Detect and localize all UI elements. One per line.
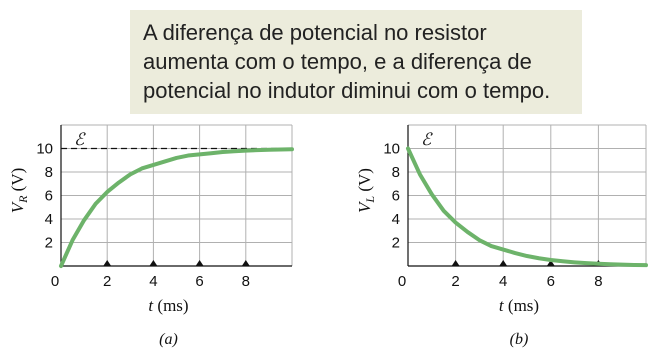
caption-line-2: aumenta com o tempo, e a diferença de	[143, 49, 532, 74]
panel-label: (a)	[159, 331, 178, 348]
axis-marker	[452, 260, 460, 266]
series-line	[61, 149, 292, 266]
y-tick-label: 8	[44, 164, 53, 181]
panel-label: (b)	[509, 331, 529, 348]
y-tick-label: 10	[383, 140, 400, 158]
y-tick-label: 4	[391, 211, 400, 228]
x-tick-label: 8	[594, 273, 603, 290]
axis-marker	[499, 260, 507, 266]
emf-label: ℰ	[421, 130, 432, 150]
axis-marker	[242, 260, 250, 266]
caption-line-1: A diferença de potencial no resistor	[143, 20, 487, 45]
y-tick-label: 2	[391, 234, 400, 252]
x-tick-label: 4	[499, 273, 508, 290]
x-tick-label: 2	[451, 273, 460, 290]
x-tick-label: 0	[50, 273, 60, 290]
axis-marker	[196, 260, 204, 266]
x-tick-label: 4	[149, 273, 158, 290]
y-axis-label: $V_R$ (V)	[8, 167, 30, 214]
caption-line-3: potencial no indutor diminui com o tempo.	[143, 78, 551, 103]
y-tick-label: 6	[391, 187, 400, 205]
y-axis-label: $V_L$ (V)	[355, 168, 377, 213]
x-tick-label: 2	[103, 273, 112, 290]
x-tick-label: 6	[195, 273, 204, 290]
y-tick-label: 8	[391, 164, 400, 181]
x-tick-label: 0	[397, 273, 407, 290]
y-tick-label: 6	[44, 187, 53, 205]
series-line	[408, 149, 646, 266]
axis-marker	[149, 260, 157, 266]
y-tick-label: 4	[44, 211, 53, 228]
x-axis-label: t (ms)	[498, 296, 540, 315]
axis-marker	[103, 260, 111, 266]
chart-b	[355, 125, 646, 348]
chart-a	[8, 125, 292, 348]
emf-label: ℰ	[74, 130, 85, 150]
x-tick-label: 8	[241, 273, 250, 290]
x-tick-label: 6	[546, 273, 555, 290]
x-axis-label: t (ms)	[148, 296, 189, 315]
y-tick-label: 2	[44, 234, 53, 252]
y-tick-label: 10	[36, 140, 53, 158]
